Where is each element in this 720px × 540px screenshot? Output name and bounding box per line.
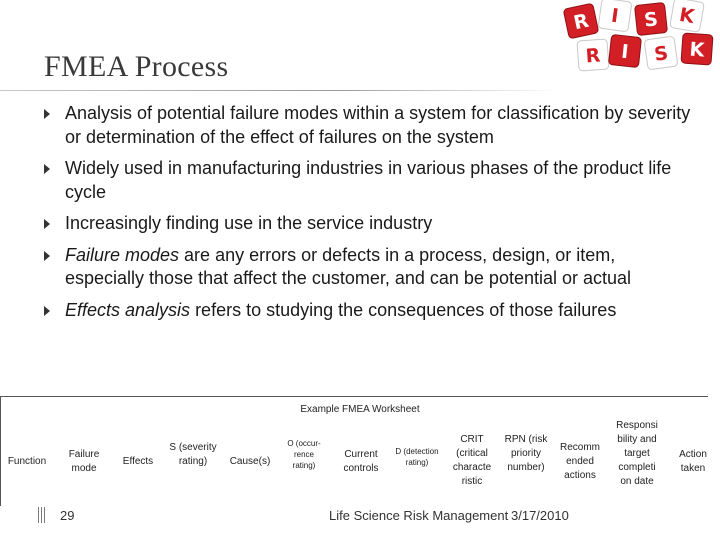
bullet-arrow-icon bbox=[44, 251, 50, 261]
risk-tile-letter: K bbox=[677, 3, 696, 29]
worksheet-col-current-controls: Current controls bbox=[343, 449, 379, 474]
risk-tile bbox=[670, 0, 705, 32]
title-divider bbox=[0, 90, 560, 91]
bullet-text: Widely used in manufacturing industries in various phases of the product life cycle bbox=[65, 158, 672, 202]
worksheet-col-occurrence: O (occur-rence rating) bbox=[287, 439, 321, 470]
risk-tile bbox=[563, 3, 599, 39]
worksheet-col-rpn: RPN (risk priority number) bbox=[504, 434, 548, 473]
bullet-item bbox=[44, 157, 694, 204]
worksheet-col-crit: CRIT (critical characte ristic bbox=[452, 434, 492, 487]
worksheet-col-effects: Effects bbox=[122, 456, 154, 467]
worksheet-col-severity: S (severity rating) bbox=[169, 442, 217, 467]
slide-title: FMEA Process bbox=[44, 50, 229, 83]
bullet-item bbox=[44, 244, 694, 291]
risk-tile-letter: I bbox=[620, 40, 630, 64]
risk-tile-letter: S bbox=[643, 8, 660, 32]
worksheet-col-detection: D (detection rating) bbox=[395, 447, 439, 467]
worksheet-col-responsibility: Responsi bility and target completi on date bbox=[616, 420, 658, 487]
bullet-item bbox=[44, 212, 694, 236]
risk-tile-letter: S bbox=[652, 42, 670, 66]
bullet-text: refers to studying the consequences of those failures bbox=[190, 299, 617, 320]
worksheet-col-action-taken: Action taken bbox=[679, 449, 707, 474]
bullet-emphasis: Failure modes bbox=[65, 244, 180, 265]
bullet-arrow-icon bbox=[44, 164, 50, 174]
risk-tile-letter: R bbox=[571, 9, 591, 35]
bullet-item bbox=[44, 102, 694, 149]
risk-tile bbox=[644, 36, 678, 70]
risk-dice-icon bbox=[556, 0, 720, 86]
bullet-emphasis: Effects analysis bbox=[65, 299, 191, 320]
risk-tile-letter: I bbox=[609, 4, 620, 28]
risk-tile bbox=[577, 39, 609, 71]
worksheet-col-failure-mode: Failure mode bbox=[68, 449, 100, 474]
worksheet-col-recommended-actions: Recomm ended actions bbox=[559, 442, 600, 481]
bullet-item bbox=[44, 299, 694, 323]
footer-page-mark bbox=[38, 507, 47, 523]
risk-tile bbox=[609, 35, 642, 68]
risk-tile bbox=[635, 3, 668, 36]
bullet-text: Analysis of potential failure modes within a system for classification by severity or determination of the effect of failures on the system bbox=[65, 103, 691, 147]
footer-date: 3/17/2010 bbox=[511, 508, 569, 523]
page-number: 29 bbox=[60, 508, 75, 523]
risk-tile bbox=[681, 33, 713, 65]
bullet-arrow-icon bbox=[44, 306, 50, 316]
bullet-arrow-icon bbox=[44, 219, 50, 229]
footer-title: Life Science Risk Management bbox=[329, 508, 509, 523]
worksheet-col-function: Function bbox=[7, 456, 47, 467]
bullet-arrow-icon bbox=[44, 109, 50, 119]
worksheet-col-causes: Cause(s) bbox=[229, 456, 271, 467]
worksheet-title: Example FMEA Worksheet bbox=[300, 404, 420, 415]
bullet-text: Increasingly finding use in the service industry bbox=[65, 213, 433, 233]
bullet-list bbox=[44, 102, 694, 330]
risk-tile-letter: K bbox=[688, 38, 706, 62]
risk-tile bbox=[598, 0, 632, 32]
bullet-text: are any errors or defects in a process, design, or item, especially those that affect the customer, and can be potential or actual bbox=[65, 244, 632, 288]
risk-tile-letter: R bbox=[584, 44, 602, 68]
